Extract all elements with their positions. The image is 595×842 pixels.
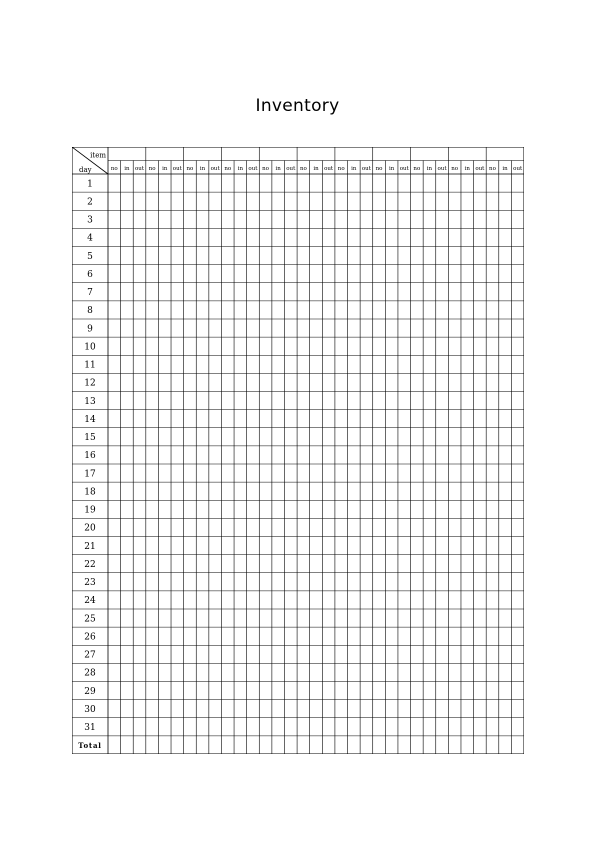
sub-column-in: in <box>426 166 433 172</box>
day-row-label: 3 <box>87 215 93 226</box>
sub-column-no: no <box>299 166 307 172</box>
day-row-label: 2 <box>87 197 93 208</box>
day-row-label: 25 <box>84 614 96 625</box>
day-row-label: 6 <box>87 269 93 280</box>
day-row-label: 12 <box>84 378 96 389</box>
total-row-label: Total <box>78 741 102 751</box>
sub-column-no: no <box>224 166 232 172</box>
day-row-label: 9 <box>87 324 93 335</box>
day-row-label: 5 <box>87 251 93 262</box>
sub-column-in: in <box>313 166 319 172</box>
table-grid <box>72 147 524 754</box>
sub-column-out: out <box>248 166 258 172</box>
day-row-label: 7 <box>87 288 93 299</box>
day-row-label: 30 <box>84 704 96 715</box>
sub-column-out: out <box>210 166 220 172</box>
header-item-label: item <box>90 151 106 160</box>
day-row-label: 15 <box>84 433 96 444</box>
sub-column-in: in <box>388 166 395 172</box>
day-row-label: 27 <box>84 650 96 661</box>
sub-column-out: out <box>324 166 334 172</box>
day-row-label: 20 <box>84 523 96 534</box>
day-row-label: 22 <box>84 559 96 570</box>
day-row-label: 10 <box>84 342 96 353</box>
sub-column-in: in <box>237 166 244 172</box>
day-row-label: 28 <box>84 668 96 679</box>
sub-column-no: no <box>489 166 496 172</box>
sub-column-no: no <box>148 166 156 172</box>
day-row-label: 16 <box>84 451 96 462</box>
day-row-label: 26 <box>84 632 96 643</box>
sub-column-in: in <box>502 166 508 172</box>
day-row-label: 31 <box>84 723 96 734</box>
day-row-label: 18 <box>84 487 96 498</box>
sub-column-in: in <box>464 166 470 172</box>
sub-column-out: out <box>399 166 409 172</box>
sub-column-out: out <box>361 166 371 172</box>
day-row-label: 17 <box>84 469 96 480</box>
sub-column-out: out <box>513 166 523 172</box>
header-day-label: day <box>79 166 92 174</box>
day-row-label: 23 <box>84 578 96 589</box>
day-row-label: 21 <box>84 541 96 552</box>
day-row-label: 8 <box>87 306 93 317</box>
sub-column-no: no <box>337 166 345 172</box>
page-title: Inventory <box>255 96 340 116</box>
sub-column-out: out <box>475 166 485 172</box>
sub-column-no: no <box>110 166 118 172</box>
day-row-label: 4 <box>87 233 93 244</box>
day-row-label: 24 <box>84 596 96 607</box>
day-row-label: 11 <box>84 360 96 371</box>
day-row-label: 29 <box>84 686 96 697</box>
sub-column-no: no <box>451 166 459 172</box>
sub-column-out: out <box>172 166 182 172</box>
sub-column-no: no <box>262 166 270 172</box>
sub-column-out: out <box>286 166 296 172</box>
day-row-label: 1 <box>87 179 93 190</box>
sub-column-out: out <box>437 166 447 172</box>
day-row-label: 19 <box>84 505 96 516</box>
inventory-table <box>72 147 524 754</box>
sub-column-no: no <box>375 166 383 172</box>
sub-column-no: no <box>186 166 194 172</box>
sub-column-in: in <box>275 166 281 172</box>
sub-column-in: in <box>199 166 206 172</box>
day-row-label: 13 <box>84 396 96 407</box>
day-row-label: 14 <box>84 414 96 425</box>
sub-column-in: in <box>162 166 168 172</box>
sub-column-in: in <box>351 166 357 172</box>
sub-column-out: out <box>134 166 145 172</box>
sub-column-in: in <box>124 166 130 172</box>
sub-column-no: no <box>413 166 421 172</box>
